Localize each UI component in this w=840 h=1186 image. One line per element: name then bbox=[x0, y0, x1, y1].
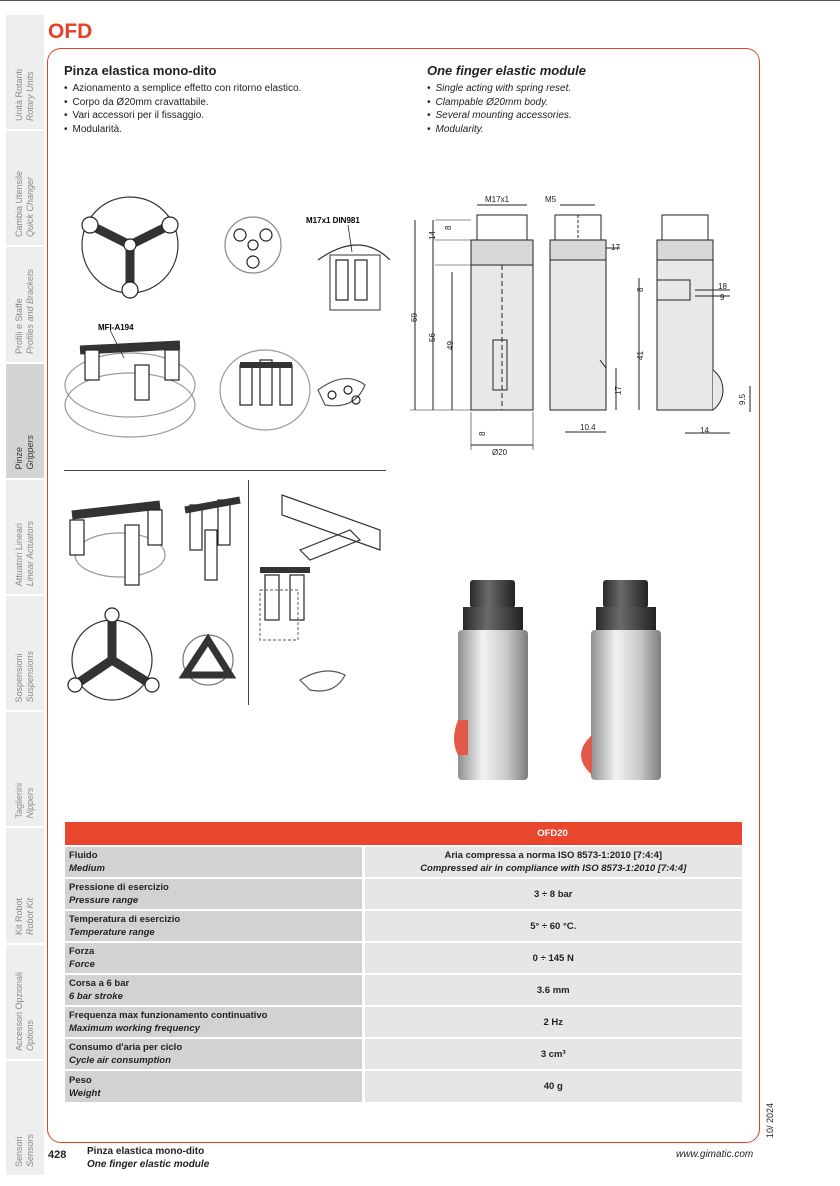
sidebar-label-en: Linear Actuators bbox=[25, 520, 35, 586]
spec-value-line-en: Compressed air in compliance with ISO 8573-1:2010 [7:4:4] bbox=[420, 863, 687, 874]
table-row bbox=[65, 1006, 742, 1038]
spec-value bbox=[363, 942, 742, 974]
intro-title-en: One finger elastic module bbox=[427, 63, 586, 78]
sidebar-label-en: Options bbox=[25, 1019, 35, 1051]
dim-14: 14 bbox=[428, 231, 437, 240]
table-row bbox=[65, 878, 742, 910]
sidebar-label-en: Robot Kit bbox=[25, 897, 35, 935]
dim-d20: Ø20 bbox=[492, 448, 508, 457]
sidebar-label-it: Unità Rotanti bbox=[14, 69, 24, 122]
sidebar-label-it: Cambia Utensile bbox=[14, 171, 24, 238]
sidebar-label-en: Grippers bbox=[25, 435, 35, 470]
spec-label-it: Fluido bbox=[69, 850, 98, 861]
mounting-configurations-illustration bbox=[60, 190, 390, 440]
sidebar-label-en: Quick Changer bbox=[25, 177, 35, 238]
sidebar-tab-label bbox=[14, 269, 36, 354]
spec-label-en: Cycle air consumption bbox=[69, 1055, 171, 1066]
category-sidebar bbox=[6, 15, 44, 1177]
bullet-it: • Azionamento a semplice effetto con ritorno elastico. bbox=[64, 82, 301, 96]
spec-label bbox=[65, 846, 363, 878]
table-row bbox=[65, 1038, 742, 1070]
sidebar-tab[interactable] bbox=[6, 247, 44, 363]
table-header-model: OFD20 bbox=[363, 822, 742, 846]
sidebar-tab-label bbox=[14, 521, 36, 586]
spec-label-en: Pressure range bbox=[69, 895, 139, 906]
spec-label-it: Temperatura di esercizio bbox=[69, 914, 181, 925]
dim-8b: 8 bbox=[478, 431, 487, 436]
spec-label bbox=[65, 1006, 363, 1038]
product-photo bbox=[440, 575, 670, 795]
spec-label-en: Weight bbox=[69, 1087, 101, 1099]
spec-label-en: Maximum working frequency bbox=[69, 1023, 200, 1034]
spec-label bbox=[65, 942, 363, 974]
bullet-it: • Corpo da Ø20mm cravattabile. bbox=[64, 96, 301, 110]
bullet-en: • Several mounting accessories. bbox=[427, 109, 572, 123]
spec-value bbox=[363, 1038, 742, 1070]
page-title: OFD bbox=[48, 20, 93, 43]
spec-value-line: 3 cm³ bbox=[540, 1048, 566, 1060]
sidebar-label-en: Nippers bbox=[25, 787, 35, 819]
dim-41: 41 bbox=[636, 351, 645, 360]
page-number: 428 bbox=[48, 1149, 67, 1161]
spec-label bbox=[65, 974, 363, 1006]
bullet-it: • Modularità. bbox=[64, 123, 301, 137]
spec-label-it: Peso bbox=[69, 1074, 92, 1086]
dim-49: 49 bbox=[446, 341, 455, 350]
sidebar-label-it: Kit Robot bbox=[14, 897, 24, 935]
sidebar-tab-label bbox=[14, 435, 36, 470]
label-mfi: MFI-A194 bbox=[98, 323, 134, 332]
dim-9-5: 9.5 bbox=[738, 393, 747, 405]
sidebar-tab-label bbox=[14, 69, 36, 121]
table-row bbox=[65, 1070, 742, 1102]
spec-value-line: 3 ÷ 8 bar bbox=[534, 888, 573, 900]
revision-date: 10/ 2024 bbox=[765, 1103, 775, 1139]
sidebar-tab[interactable] bbox=[6, 596, 44, 712]
dim-17b: 17 bbox=[614, 386, 623, 395]
sidebar-label-it: Taglierini bbox=[14, 782, 24, 819]
spec-value-line: 0 ÷ 145 N bbox=[532, 952, 574, 964]
spec-label bbox=[65, 910, 363, 942]
dim-69: 69 bbox=[410, 313, 419, 322]
spec-value bbox=[363, 910, 742, 942]
footer-title-en: One finger elastic module bbox=[87, 1159, 210, 1170]
website-link[interactable]: www.gimatic.com bbox=[676, 1149, 754, 1160]
spec-value bbox=[363, 974, 742, 1006]
table-row bbox=[65, 942, 742, 974]
sidebar-tab-label bbox=[14, 783, 36, 819]
spec-label-it: Consumo d'aria per ciclo bbox=[69, 1042, 183, 1053]
spec-label-it: Pressione di esercizio bbox=[69, 882, 169, 893]
label-m17-din: M17x1 DIN981 bbox=[306, 216, 360, 225]
spec-table bbox=[65, 822, 742, 1102]
sidebar-label-en: Sensors bbox=[25, 1133, 35, 1167]
sidebar-label-en: Profiles and Brackets bbox=[25, 268, 35, 354]
dim-10-4: 10.4 bbox=[580, 423, 596, 432]
bullet-en: • Modularity. bbox=[427, 123, 572, 137]
dim-m17: M17x1 bbox=[485, 195, 510, 204]
spec-value-line: 2 Hz bbox=[543, 1016, 564, 1028]
intro-title-it: Pinza elastica mono-dito bbox=[64, 63, 217, 78]
assembly-illustrations bbox=[60, 480, 390, 710]
dim-18: 18 bbox=[718, 282, 727, 291]
sidebar-tab[interactable] bbox=[6, 131, 44, 247]
sidebar-tab-label bbox=[14, 1134, 36, 1167]
spec-label-en: Force bbox=[69, 959, 95, 970]
intro-bullets-en bbox=[427, 82, 572, 136]
sidebar-label-it: Sensori bbox=[14, 1136, 24, 1167]
dim-17: 17 bbox=[611, 243, 620, 252]
sidebar-label-it: Attuatori Lineari bbox=[14, 522, 24, 586]
footer-title-it: Pinza elastica mono-dito bbox=[87, 1146, 205, 1157]
sidebar-label-en: Rotary Units bbox=[25, 71, 35, 122]
spec-value bbox=[363, 1006, 742, 1038]
sidebar-tab[interactable] bbox=[6, 828, 44, 944]
dim-m5: M5 bbox=[545, 195, 557, 204]
top-rule bbox=[0, 0, 840, 1]
table-row bbox=[65, 974, 742, 1006]
sidebar-tab-label bbox=[14, 651, 36, 703]
sidebar-label-it: Accessori Opzionali bbox=[14, 971, 24, 1051]
spec-label-it: Forza bbox=[69, 946, 95, 957]
sidebar-tab[interactable] bbox=[6, 945, 44, 1061]
sidebar-label-it: Pinze bbox=[14, 447, 24, 470]
dim-14b: 14 bbox=[700, 426, 709, 435]
footer-title bbox=[87, 1145, 209, 1171]
spec-label bbox=[65, 1038, 363, 1070]
table-row bbox=[65, 910, 742, 942]
sidebar-tab[interactable] bbox=[6, 1061, 44, 1177]
spec-label-en: 6 bar stroke bbox=[69, 991, 123, 1002]
bullet-en: • Single acting with spring reset. bbox=[427, 82, 572, 96]
spec-label-it: Corsa a 6 bar bbox=[69, 978, 130, 989]
divider bbox=[64, 470, 386, 471]
dim-8: 8 bbox=[444, 225, 453, 230]
spec-value-line: Aria compressa a norma ISO 8573-1:2010 [7:4:4] bbox=[444, 850, 663, 861]
sidebar-tab[interactable] bbox=[6, 712, 44, 828]
bullet-en: • Clampable Ø20mm body. bbox=[427, 96, 572, 110]
spec-label bbox=[65, 1070, 363, 1102]
bullet-it: • Vari accessori per il fissaggio. bbox=[64, 109, 301, 123]
technical-drawing bbox=[405, 190, 760, 460]
table-row bbox=[65, 846, 742, 878]
sidebar-tab-label bbox=[14, 972, 36, 1051]
table-header-blank bbox=[65, 822, 363, 846]
spec-value bbox=[363, 1070, 742, 1102]
sidebar-tab-label bbox=[14, 171, 36, 237]
sidebar-label-en: Suspensions bbox=[25, 650, 35, 703]
intro-bullets-it bbox=[64, 82, 301, 136]
dim-8c: 8 bbox=[636, 287, 645, 292]
sidebar-label-it: Sospensioni bbox=[14, 653, 24, 703]
sidebar-tab[interactable] bbox=[6, 15, 44, 131]
spec-value-line: 40 g bbox=[543, 1081, 563, 1092]
sidebar-tab-label bbox=[14, 898, 36, 935]
spec-value bbox=[363, 878, 742, 910]
sidebar-tab[interactable] bbox=[6, 364, 44, 480]
spec-value-line: 5° ÷ 60 °C. bbox=[530, 920, 577, 932]
sidebar-label-it: Profili e Staffe bbox=[14, 297, 24, 354]
spec-label-en: Temperature range bbox=[69, 927, 155, 938]
dim-9: 9 bbox=[720, 293, 725, 302]
spec-label bbox=[65, 878, 363, 910]
spec-value bbox=[363, 846, 742, 878]
spec-value-line: 3.6 mm bbox=[536, 984, 570, 996]
dim-56: 56 bbox=[428, 333, 437, 342]
spec-label-it: Frequenza max funzionamento continuativo bbox=[69, 1010, 268, 1021]
sidebar-tab[interactable] bbox=[6, 480, 44, 596]
spec-label-en: Medium bbox=[69, 863, 105, 874]
